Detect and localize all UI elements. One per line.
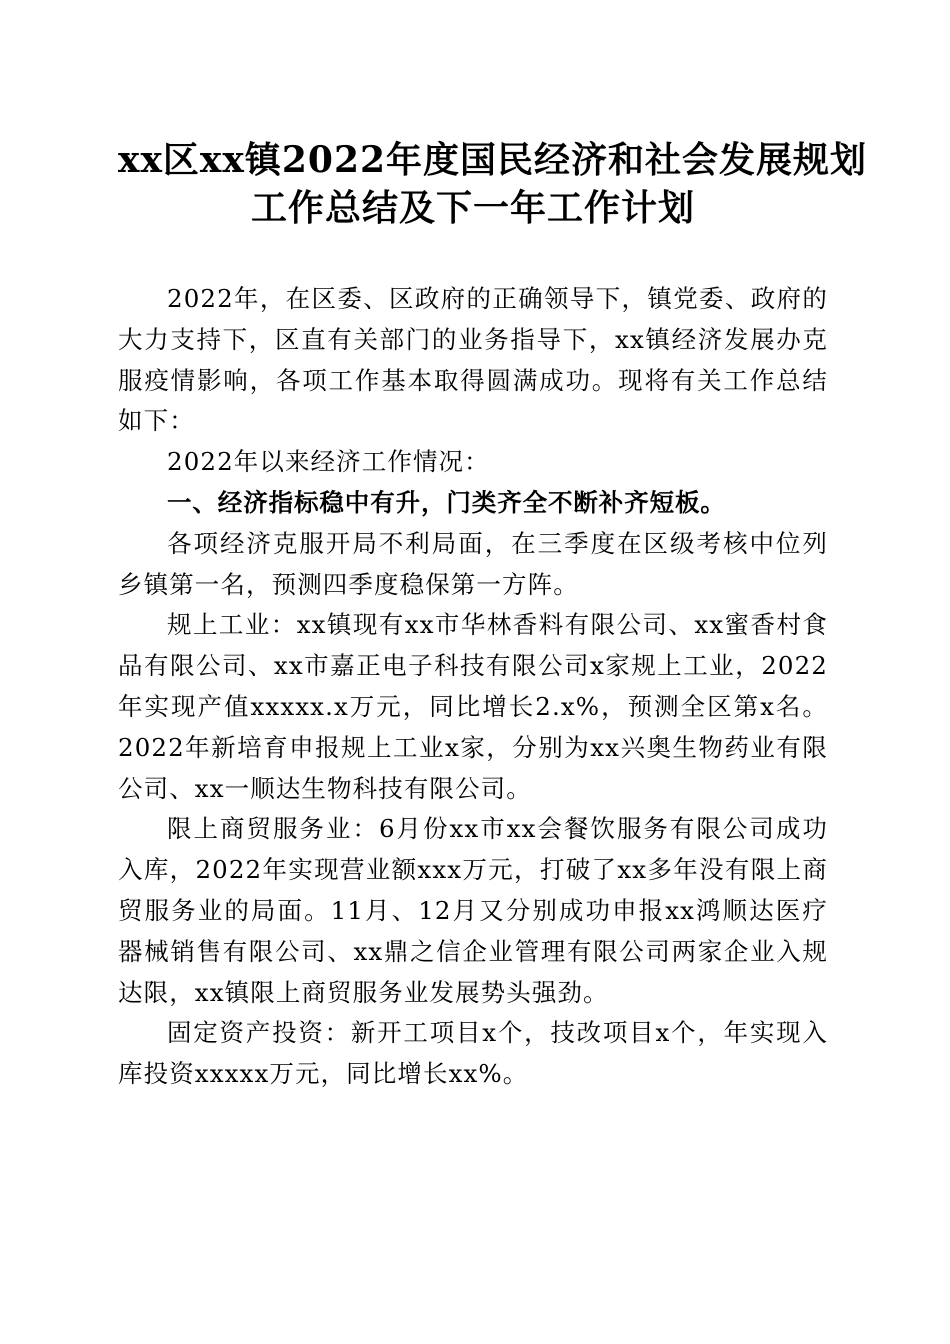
intro-paragraph: 2022年，在区委、区政府的正确领导下，镇党委、政府的大力支持下，区直有关部门的业务指导下，xx镇经济发展办克服疫情影响，各项工作基本取得圆满成功。现将有关工作总结如下：	[118, 284, 828, 436]
document-title-line-2: 工作总结及下一年工作计划	[250, 187, 695, 229]
section-heading-1: 一、经济指标稳中有升，门类齐全不断补齐短板。	[167, 487, 726, 517]
investment-paragraph: 固定资产投资：新开工项目x个，技改项目x个，年实现入库投资xxxxx万元，同比增长xx%。	[118, 1018, 828, 1089]
industry-paragraph: 规上工业：xx镇现有xx市华林香料有限公司、xx蜜香村食品有限公司、xx市嘉正电子科技有限公司x家规上工业，2022年实现产值xxxxx.x万元，同比增长2.x%，预测全区第x名。2022年新培育申报规上工业x家，分别为xx兴奥生物药业有限公司、xx一顺达生物科技有限公司。	[118, 610, 828, 803]
document-title-line-1: xx区xx镇2022年度国民经济和社会发展规划	[118, 139, 868, 181]
section-intro: 2022年以来经济工作情况：	[167, 447, 490, 477]
economy-overview-paragraph: 各项经济克服开局不利局面，在三季度在区级考核中位列乡镇第一名，预测四季度稳保第一方阵。	[118, 528, 828, 599]
document-body	[118, 279, 828, 1095]
commerce-paragraph: 限上商贸服务业：6月份xx市xx会餐饮服务有限公司成功入库，2022年实现营业额xxx万元，打破了xx多年没有限上商贸服务业的局面。11月、12月又分别成功申报xx鸿顺达医疗器械销售有限公司、xx鼎之信企业管理有限公司两家企业入规达限，xx镇限上商贸服务业发展势头强劲。	[118, 814, 828, 1007]
